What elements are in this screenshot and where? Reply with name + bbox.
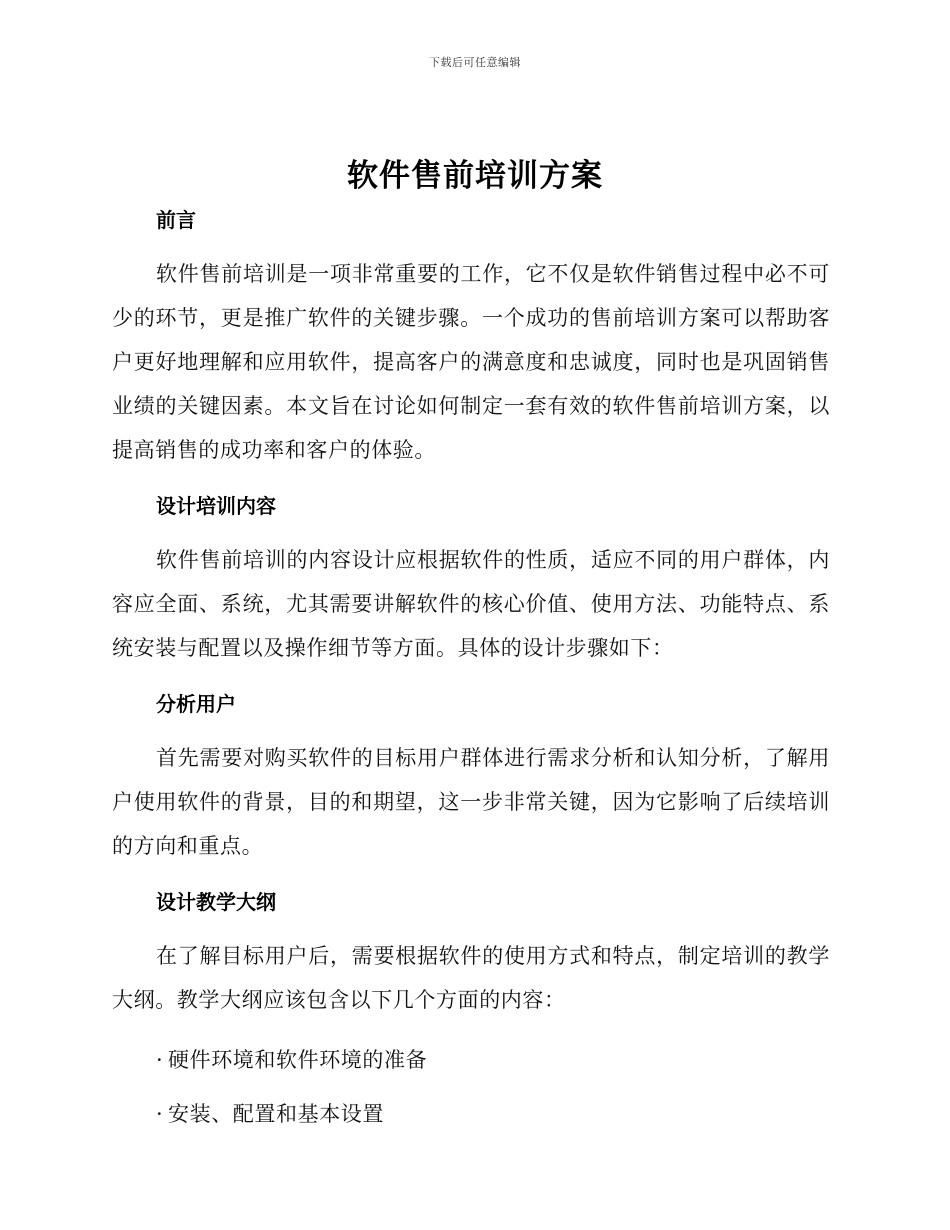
bullet-icon: · [156, 1102, 164, 1126]
paragraph-syllabus: 在了解目标用户后，需要根据软件的使用方式和特点，制定培训的教学大纲。教学大纲应该包含以下几个方面的内容： [112, 944, 830, 1012]
section-heading-syllabus: 设计教学大纲 [156, 890, 276, 914]
list-item-text: 硬件环境和软件环境的准备 [168, 1048, 428, 1072]
header-note: 下载后可任意编辑 [429, 56, 521, 69]
document-title: 软件售前培训方案 [347, 158, 603, 194]
list-item-text: 安装、配置和基本设置 [168, 1102, 384, 1126]
paragraph-analyze-users: 首先需要对购买软件的目标用户群体进行需求分析和认知分析，了解用户使用软件的背景，目的和期望，这一步非常关键，因为它影响了后续培训的方向和重点。 [112, 746, 830, 858]
list-item [112, 1092, 830, 1136]
section-heading-analyze-users: 分析用户 [156, 692, 236, 716]
paragraph-preface: 软件售前培训是一项非常重要的工作，它不仅是软件销售过程中必不可少的环节，更是推广软件的关键步骤。一个成功的售前培训方案可以帮助客户更好地理解和应用软件，提高客户的满意度和忠诚度，同时也是巩固销售业绩的关键因素。本文旨在讨论如何制定一套有效的软件售前培训方案，以提高销售的成功率和客户的体验。 [112, 262, 830, 462]
document-body [112, 202, 830, 1146]
list-item [112, 1038, 830, 1082]
section-heading-design-content: 设计培训内容 [156, 494, 276, 518]
paragraph-design-content: 软件售前培训的内容设计应根据软件的性质，适应不同的用户群体，内容应全面、系统，尤其需要讲解软件的核心价值、使用方法、功能特点、系统安装与配置以及操作细节等方面。具体的设计步骤如下： [112, 548, 830, 660]
bullet-icon: · [156, 1048, 164, 1072]
section-heading-preface: 前言 [156, 208, 196, 232]
